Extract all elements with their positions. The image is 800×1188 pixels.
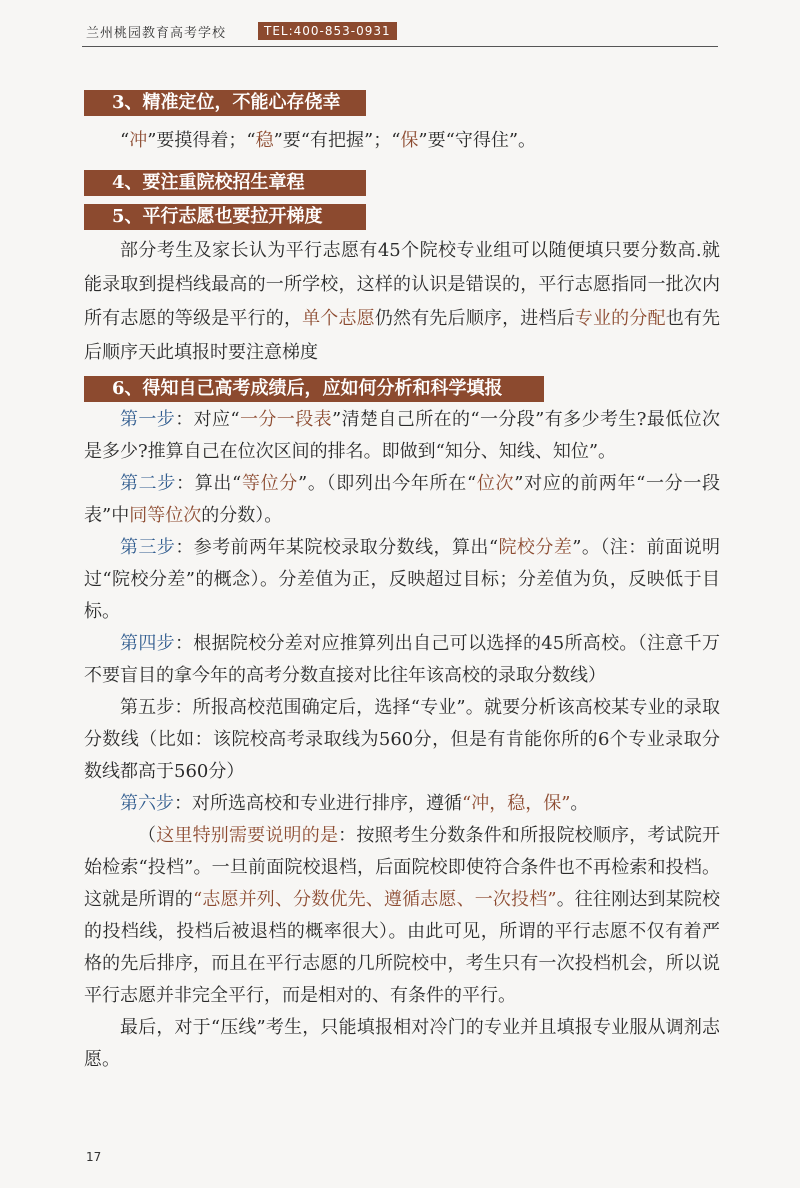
page-content [84,90,720,1076]
section-heading-5: 5、平行志愿也要拉开梯度 [84,204,366,230]
special-note: （这里特别需要说明的是：按照考生分数条件和所报院校顺序，考试院开始检索“投档”。一旦前面院校退档，后面院校即使符合条件也不再检索和投档。这就是所谓的“志愿并列、分数优先、遵循志愿、一次投档”。往往刚达到某院校的投档线，投档后被退档的概率很大）。由此可见，所谓的平行志愿不仅有着严格的先后排序，而且在平行志愿的几所院校中，考生只有一次投档机会，所以说平行志愿并非完全平行，而是相对的、有条件的平行。 [84,825,721,1006]
step-4: 第四步：根据院校分差对应推算列出自己可以选择的45所高校。（注意千万不要盲目的拿今年的高考分数直接对比往年该高校的录取分数线） [84,633,721,686]
school-name: 兰州桃园教育高考学校 [86,26,227,41]
step-2: 第二步：算出“等位分”。（即列出今年所在“位次”对应的前两年“一分一段表”中同等位次的分数）。 [84,473,721,526]
page-number: 17 [86,1150,102,1164]
section-heading-6: 6、得知自己高考成绩后，应如何分析和科学填报 [84,376,544,402]
step-5: 第五步：所报高校范围确定后，选择“专业”。就要分析该高校某专业的录取分数线（比如：该院校高考录取线为560分，但是有肯能你所的6个专业录取分数线都高于560分） [84,697,720,782]
final-paragraph: 最后，对于“压线”考生，只能填报相对冷门的专业并且填报专业服从调剂志愿。 [84,1017,720,1070]
section-heading-4: 4、要注重院校招生章程 [84,170,366,196]
step-1: 第一步：对应“一分一段表”清楚自己所在的“一分段”有多少考生?最低位次是多少?推算自己在位次区间的排名。即做到“知分、知线、知位”。 [84,409,721,462]
section-heading-3: 3、精准定位，不能心存侥幸 [84,90,366,116]
step-3: 第三步：参考前两年某院校录取分数线，算出“院校分差”。（注：前面说明过“院校分差”的概念）。分差值为正，反映超过目标；分差值为负，反映低于目标。 [84,537,721,622]
telephone-badge: TEL:400-853-0931 [258,22,397,40]
sec5-paragraph: 部分考生及家长认为平行志愿有45个院校专业组可以随便填只要分数高.就能录取到提档线最高的一所学校，这样的认识是错误的，平行志愿指同一批次内所有志愿的等级是平行的，单个志愿仍然有先后顺序，进档后专业的分配也有先后顺序天此填报时要注意梯度 [84,240,721,363]
header-divider [82,46,718,47]
step-6: 第六步：对所选高校和专业进行排序，遵循“冲，稳，保”。 [120,793,589,814]
page-header [0,0,800,56]
sec3-paragraph: “冲”要摸得着；“稳”要“有把握”；“保”要“守得住”。 [120,130,537,151]
